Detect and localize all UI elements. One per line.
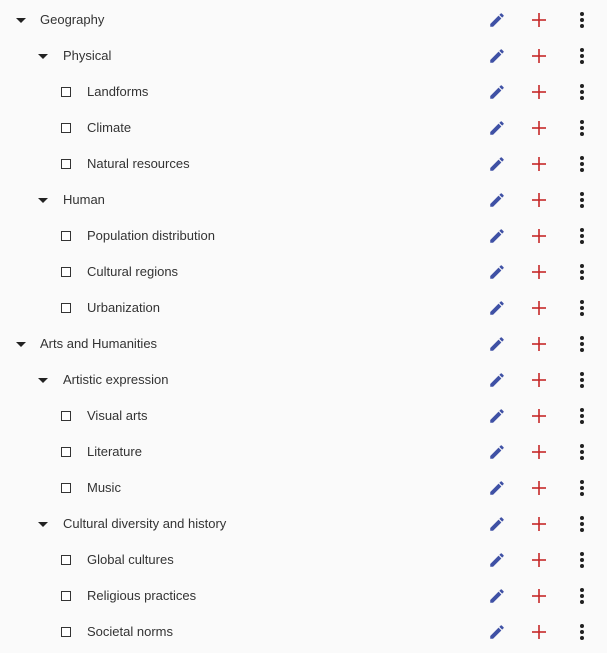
edit-button[interactable] bbox=[487, 622, 507, 642]
edit-button[interactable] bbox=[487, 550, 507, 570]
pencil-icon bbox=[488, 227, 506, 245]
edit-button[interactable] bbox=[487, 82, 507, 102]
pencil-icon bbox=[488, 299, 506, 317]
pencil-icon bbox=[488, 119, 506, 137]
pencil-icon bbox=[488, 191, 506, 209]
more-options-button[interactable] bbox=[572, 226, 592, 246]
tree-node-label: Societal norms bbox=[87, 624, 173, 639]
more-vertical-icon bbox=[579, 407, 585, 425]
tree-node-label: Climate bbox=[87, 120, 132, 135]
more-options-button[interactable] bbox=[572, 478, 592, 498]
pencil-icon bbox=[488, 155, 506, 173]
tree-node-label: Population distribution bbox=[87, 228, 215, 243]
edit-button[interactable] bbox=[487, 478, 507, 498]
caret-down-icon[interactable] bbox=[15, 14, 27, 26]
edit-button[interactable] bbox=[487, 586, 507, 606]
more-options-button[interactable] bbox=[572, 442, 592, 462]
more-options-button[interactable] bbox=[572, 190, 592, 210]
plus-icon bbox=[531, 84, 547, 100]
tree-node-label: Cultural regions bbox=[87, 264, 179, 279]
tree-node-label: Natural resources bbox=[87, 156, 190, 171]
pencil-icon bbox=[488, 551, 506, 569]
checkbox-icon[interactable] bbox=[61, 303, 71, 313]
add-child-button[interactable] bbox=[529, 550, 549, 570]
tree-row-global-cultures[interactable] bbox=[0, 542, 607, 578]
add-child-button[interactable] bbox=[529, 82, 549, 102]
pencil-icon bbox=[488, 407, 506, 425]
tree-node-label: Urbanization bbox=[87, 300, 160, 315]
plus-icon bbox=[531, 192, 547, 208]
plus-icon bbox=[531, 480, 547, 496]
edit-button[interactable] bbox=[487, 190, 507, 210]
more-vertical-icon bbox=[579, 299, 585, 317]
more-options-button[interactable] bbox=[572, 370, 592, 390]
more-vertical-icon bbox=[579, 47, 585, 65]
tree-node-label: Global cultures bbox=[87, 552, 174, 567]
more-vertical-icon bbox=[579, 515, 585, 533]
tree-node-label: Literature bbox=[87, 444, 142, 459]
tree-row-climate[interactable] bbox=[0, 110, 607, 146]
tree-row-visual-arts[interactable] bbox=[0, 398, 607, 434]
add-child-button[interactable] bbox=[529, 586, 549, 606]
more-vertical-icon bbox=[579, 83, 585, 101]
more-options-button[interactable] bbox=[572, 82, 592, 102]
add-child-button[interactable] bbox=[529, 154, 549, 174]
plus-icon bbox=[531, 624, 547, 640]
edit-button[interactable] bbox=[487, 262, 507, 282]
add-child-button[interactable] bbox=[529, 406, 549, 426]
more-options-button[interactable] bbox=[572, 334, 592, 354]
more-vertical-icon bbox=[579, 119, 585, 137]
more-vertical-icon bbox=[579, 371, 585, 389]
more-vertical-icon bbox=[579, 227, 585, 245]
edit-button[interactable] bbox=[487, 154, 507, 174]
add-child-button[interactable] bbox=[529, 478, 549, 498]
tree-row-societal-norms[interactable] bbox=[0, 614, 607, 650]
more-options-button[interactable] bbox=[572, 514, 592, 534]
plus-icon bbox=[531, 156, 547, 172]
more-vertical-icon bbox=[579, 443, 585, 461]
pencil-icon bbox=[488, 443, 506, 461]
more-vertical-icon bbox=[579, 155, 585, 173]
plus-icon bbox=[531, 300, 547, 316]
add-child-button[interactable] bbox=[529, 442, 549, 462]
pencil-icon bbox=[488, 479, 506, 497]
plus-icon bbox=[531, 516, 547, 532]
checkbox-icon[interactable] bbox=[61, 123, 71, 133]
more-vertical-icon bbox=[579, 191, 585, 209]
checkbox-icon[interactable] bbox=[61, 483, 71, 493]
more-options-button[interactable] bbox=[572, 622, 592, 642]
pencil-icon bbox=[488, 47, 506, 65]
plus-icon bbox=[531, 588, 547, 604]
pencil-icon bbox=[488, 263, 506, 281]
more-vertical-icon bbox=[579, 551, 585, 569]
checkbox-icon[interactable] bbox=[61, 447, 71, 457]
plus-icon bbox=[531, 336, 547, 352]
edit-button[interactable] bbox=[487, 406, 507, 426]
more-vertical-icon bbox=[579, 587, 585, 605]
caret-down-icon[interactable] bbox=[37, 518, 49, 530]
checkbox-icon[interactable] bbox=[61, 87, 71, 97]
caret-down-icon[interactable] bbox=[37, 50, 49, 62]
add-child-button[interactable] bbox=[529, 262, 549, 282]
tree-node-label: Artistic expression bbox=[63, 372, 169, 387]
more-vertical-icon bbox=[579, 479, 585, 497]
tree-row-cultural-regions[interactable] bbox=[0, 254, 607, 290]
caret-down-icon[interactable] bbox=[37, 194, 49, 206]
tree-row-physical[interactable] bbox=[0, 38, 607, 74]
plus-icon bbox=[531, 48, 547, 64]
plus-icon bbox=[531, 228, 547, 244]
tree-row-artistic-expression[interactable] bbox=[0, 362, 607, 398]
pencil-icon bbox=[488, 587, 506, 605]
tree-row-urbanization[interactable] bbox=[0, 290, 607, 326]
more-options-button[interactable] bbox=[572, 10, 592, 30]
more-options-button[interactable] bbox=[572, 118, 592, 138]
checkbox-icon[interactable] bbox=[61, 159, 71, 169]
pencil-icon bbox=[488, 515, 506, 533]
more-vertical-icon bbox=[579, 263, 585, 281]
pencil-icon bbox=[488, 335, 506, 353]
pencil-icon bbox=[488, 11, 506, 29]
caret-down-icon[interactable] bbox=[15, 338, 27, 350]
checkbox-icon[interactable] bbox=[61, 411, 71, 421]
add-child-button[interactable] bbox=[529, 226, 549, 246]
tree-row-natural-resources[interactable] bbox=[0, 146, 607, 182]
add-child-button[interactable] bbox=[529, 118, 549, 138]
pencil-icon bbox=[488, 83, 506, 101]
tree-node-label: Cultural diversity and history bbox=[63, 516, 227, 531]
more-options-button[interactable] bbox=[572, 550, 592, 570]
caret-down-icon[interactable] bbox=[37, 374, 49, 386]
more-options-button[interactable] bbox=[572, 46, 592, 66]
tree-node-label: Human bbox=[63, 192, 105, 207]
plus-icon bbox=[531, 444, 547, 460]
tree-row-literature[interactable] bbox=[0, 434, 607, 470]
edit-button[interactable] bbox=[487, 226, 507, 246]
tree-node-label: Visual arts bbox=[87, 408, 148, 423]
checkbox-icon[interactable] bbox=[61, 627, 71, 637]
tree-row-population-distribution[interactable] bbox=[0, 218, 607, 254]
more-vertical-icon bbox=[579, 623, 585, 641]
tree-node-label: Physical bbox=[63, 48, 112, 63]
tree-row-arts-and-humanities[interactable] bbox=[0, 326, 607, 362]
edit-button[interactable] bbox=[487, 298, 507, 318]
plus-icon bbox=[531, 120, 547, 136]
tree-node-label: Religious practices bbox=[87, 588, 197, 603]
checkbox-icon[interactable] bbox=[61, 231, 71, 241]
tree-row-music[interactable] bbox=[0, 470, 607, 506]
tree-row-cultural-diversity-and-history[interactable] bbox=[0, 506, 607, 542]
more-options-button[interactable] bbox=[572, 154, 592, 174]
add-child-button[interactable] bbox=[529, 334, 549, 354]
tree-row-religious-practices[interactable] bbox=[0, 578, 607, 614]
plus-icon bbox=[531, 264, 547, 280]
tree-node-label: Landforms bbox=[87, 84, 149, 99]
more-options-button[interactable] bbox=[572, 586, 592, 606]
add-child-button[interactable] bbox=[529, 46, 549, 66]
checkbox-icon[interactable] bbox=[61, 267, 71, 277]
edit-button[interactable] bbox=[487, 10, 507, 30]
tree-row-human[interactable] bbox=[0, 182, 607, 218]
add-child-button[interactable] bbox=[529, 514, 549, 534]
edit-button[interactable] bbox=[487, 370, 507, 390]
plus-icon bbox=[531, 12, 547, 28]
add-child-button[interactable] bbox=[529, 10, 549, 30]
more-options-button[interactable] bbox=[572, 262, 592, 282]
edit-button[interactable] bbox=[487, 118, 507, 138]
plus-icon bbox=[531, 552, 547, 568]
tree-node-label: Music bbox=[87, 480, 121, 495]
more-vertical-icon bbox=[579, 11, 585, 29]
edit-button[interactable] bbox=[487, 514, 507, 534]
tree-node-label: Arts and Humanities bbox=[40, 336, 158, 351]
tree-node-label: Geography bbox=[40, 12, 105, 27]
tree-row-geography[interactable] bbox=[0, 2, 607, 38]
add-child-button[interactable] bbox=[529, 622, 549, 642]
add-child-button[interactable] bbox=[529, 190, 549, 210]
pencil-icon bbox=[488, 371, 506, 389]
plus-icon bbox=[531, 408, 547, 424]
edit-button[interactable] bbox=[487, 46, 507, 66]
checkbox-icon[interactable] bbox=[61, 591, 71, 601]
pencil-icon bbox=[488, 623, 506, 641]
add-child-button[interactable] bbox=[529, 298, 549, 318]
more-options-button[interactable] bbox=[572, 406, 592, 426]
edit-button[interactable] bbox=[487, 334, 507, 354]
checkbox-icon[interactable] bbox=[61, 555, 71, 565]
edit-button[interactable] bbox=[487, 442, 507, 462]
tree-row-landforms[interactable] bbox=[0, 74, 607, 110]
add-child-button[interactable] bbox=[529, 370, 549, 390]
more-options-button[interactable] bbox=[572, 298, 592, 318]
plus-icon bbox=[531, 372, 547, 388]
more-vertical-icon bbox=[579, 335, 585, 353]
